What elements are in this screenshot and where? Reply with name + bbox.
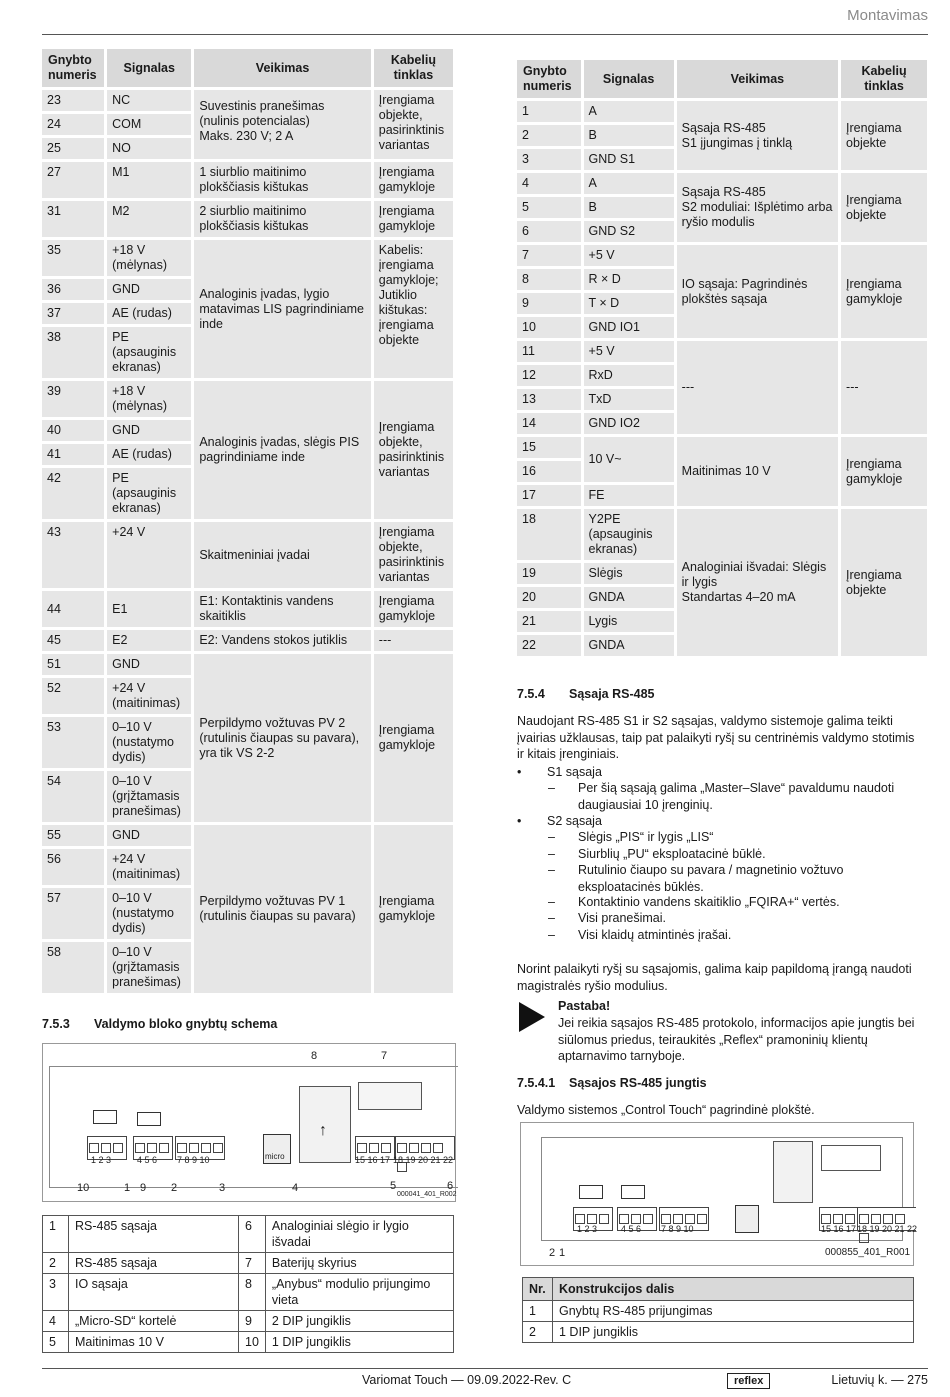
cell: 11	[517, 341, 581, 362]
col-header: Kabelių tinklas	[841, 60, 927, 98]
legend-row	[43, 1274, 454, 1311]
footer-rule	[42, 1368, 928, 1369]
cell: COM	[107, 114, 191, 135]
cell: +5 V	[584, 341, 674, 362]
terminal-table-left	[39, 46, 456, 996]
micro-sd-slot	[735, 1205, 759, 1233]
cell: 23	[42, 90, 104, 111]
cell	[194, 90, 370, 159]
cell: FE	[584, 485, 674, 506]
table-row	[42, 654, 453, 675]
cell: Maitinimas 10 V	[677, 437, 838, 506]
section-heading-7541	[517, 1076, 707, 1090]
section-heading-753	[42, 1017, 277, 1031]
col-header: Konstrukcijos dalis	[553, 1278, 914, 1301]
cell: 0–10 V (grįžtamasis pranešimas)	[107, 771, 191, 822]
cell: Įrengiama gamykloje	[374, 591, 453, 627]
arrow-up-icon: ↑	[319, 1122, 327, 1139]
table-header	[42, 49, 453, 87]
cell: Slėgis	[584, 563, 674, 584]
cell	[374, 240, 453, 378]
cell: 6	[239, 1216, 266, 1253]
table-row	[517, 245, 927, 266]
table-row	[517, 437, 927, 458]
cell: Įrengiama objekte	[841, 101, 927, 170]
cell: 16	[517, 461, 581, 482]
cell	[677, 509, 838, 656]
col-header: Signalas	[584, 60, 674, 98]
bullet-marker: •	[517, 814, 522, 828]
cell: GND S1	[584, 149, 674, 170]
cell: ---	[677, 341, 838, 434]
cell: R × D	[584, 269, 674, 290]
figure-legend	[42, 1215, 454, 1353]
s1-item: Per šią sąsają galima „Master–Slave“ pavaldumu naudoti daugiausiai 10 įrenginių.	[578, 781, 895, 812]
cable-text: Jutiklio kištukas: įrengiama objekte	[378, 288, 434, 347]
cable-text: Kabelis: įrengiama gamykloje;	[378, 243, 439, 287]
cell: 25	[42, 138, 104, 159]
cell: 40	[42, 420, 104, 441]
cell: 1	[523, 1301, 553, 1322]
callout-2: 2	[171, 1182, 178, 1194]
table-row	[42, 825, 453, 846]
cell: 5	[517, 197, 581, 218]
dash-marker: –	[548, 911, 555, 925]
cell: GNDA	[584, 587, 674, 608]
cell: 36	[42, 279, 104, 300]
cell: +24 V (maitinimas)	[107, 849, 191, 885]
cell: 15	[517, 437, 581, 458]
dash-marker: –	[548, 830, 555, 844]
cell: 10	[239, 1332, 266, 1353]
figure-code: 000041_401_R002	[397, 1191, 457, 1198]
cell: 2	[43, 1253, 69, 1274]
cell: Baterijų skyrius	[265, 1253, 453, 1274]
cell: Skaitmeniniai įvadai	[194, 522, 370, 588]
cell: 9	[239, 1311, 266, 1332]
callout-5: 5	[390, 1180, 397, 1192]
dip-switch-2	[621, 1185, 645, 1199]
section-number: 7.5.3	[42, 1017, 70, 1031]
bullet-s2: S2 sąsaja	[547, 814, 602, 828]
cell: 44	[42, 591, 104, 627]
cell: 42	[42, 468, 104, 519]
cell: IO sąsaja	[69, 1274, 239, 1311]
cell: 2	[517, 125, 581, 146]
note-title: Pastaba!	[558, 999, 611, 1013]
function-text: Suvestinis pranešimas (nulinis potencialas)	[199, 99, 325, 128]
callout-1: 1	[559, 1247, 566, 1259]
board-caption: Valdymo sistemos „Control Touch“ pagrindinė plokštė.	[517, 1103, 815, 1117]
cell: 58	[42, 942, 104, 993]
dash-marker: –	[548, 781, 555, 795]
footer-page-number: Lietuvių k. — 275	[831, 1373, 928, 1387]
callout-9: 9	[140, 1182, 147, 1194]
table-row	[42, 240, 453, 276]
cell: 2 DIP jungiklis	[265, 1311, 453, 1332]
cell: 39	[42, 381, 104, 417]
cell: Įrengiama objekte, pasirinktinis variantas	[374, 90, 453, 159]
function-text: S1 įjungimas į tinklą	[681, 135, 793, 150]
cell: M2	[107, 201, 191, 237]
cell: Analoginiai slėgio ir lygio išvadai	[265, 1216, 453, 1253]
callout-8: 8	[311, 1050, 318, 1062]
section-title: Valdymo bloko gnybtų schema	[94, 1017, 278, 1031]
cell: 4	[43, 1311, 69, 1332]
terminal-table-right	[514, 57, 930, 659]
cell: 10 V~	[584, 437, 674, 482]
cell: Įrengiama objekte	[841, 173, 927, 242]
cell: 8	[239, 1274, 266, 1311]
figure-code: 000855_401_R001	[825, 1247, 911, 1258]
table-row	[42, 522, 453, 588]
pin-numbers: 18 19 20 21 22	[393, 1155, 454, 1165]
cell: 12	[517, 365, 581, 386]
function-text: Maks. 230 V; 2 A	[199, 129, 294, 143]
dash-marker: –	[548, 863, 555, 877]
table-row	[517, 173, 927, 194]
cell: ---	[374, 630, 453, 651]
cell: GND	[107, 279, 191, 300]
cell: GND IO2	[584, 413, 674, 434]
cell: „Anybus“ modulio prijungimo vieta	[265, 1274, 453, 1311]
table-row	[42, 381, 453, 417]
cell: 1	[517, 101, 581, 122]
cell: B	[584, 125, 674, 146]
function-text: Standartas 4–20 mA	[681, 590, 796, 604]
legend-row	[43, 1216, 454, 1253]
cell: 56	[42, 849, 104, 885]
cell: 53	[42, 717, 104, 768]
cell: 55	[42, 825, 104, 846]
table-header	[523, 1278, 914, 1301]
cell: 38	[42, 327, 104, 378]
cell: 0–10 V (grįžtamasis pranešimas)	[107, 942, 191, 993]
cell: NC	[107, 90, 191, 111]
cell: 35	[42, 240, 104, 276]
cell: 13	[517, 389, 581, 410]
cell: 7	[517, 245, 581, 266]
table-row	[42, 90, 453, 111]
cell: 17	[517, 485, 581, 506]
callout-7: 7	[381, 1050, 388, 1062]
dip-switch-1	[93, 1110, 117, 1124]
cell: 0–10 V (nustatymo dydis)	[107, 717, 191, 768]
cell: 2	[523, 1322, 553, 1343]
cell: 22	[517, 635, 581, 656]
function-text: Sąsaja RS-485	[681, 120, 766, 135]
legend-row	[43, 1253, 454, 1274]
cell: 18	[517, 509, 581, 560]
s2-item: Rutulinio čiaupo su pavara / magnetinio vožtuvo eksploatacinės būklės.	[578, 863, 844, 894]
footer-doc-title: Variomat Touch — 09.09.2022-Rev. C	[362, 1373, 572, 1387]
dip-switch-2	[137, 1112, 161, 1126]
cell: 27	[42, 162, 104, 198]
table-row	[517, 101, 927, 122]
parts-table	[522, 1277, 914, 1343]
col-header: Gnybto numeris	[42, 49, 104, 87]
micro-sd-label: micro	[265, 1152, 285, 1161]
bullet-marker: •	[517, 765, 522, 779]
header-rule	[42, 34, 928, 35]
cell: 3	[517, 149, 581, 170]
rs485-board-figure	[520, 1122, 918, 1266]
pin-numbers: 15 16 17	[821, 1224, 857, 1234]
terminal-diagram-figure	[42, 1043, 456, 1202]
cell: 52	[42, 678, 104, 714]
section-heading-754	[517, 687, 654, 701]
cell: +18 V (mėlynas)	[107, 240, 191, 276]
cell: 4	[517, 173, 581, 194]
callout-2: 2	[549, 1247, 556, 1259]
cell: Y2PE (apsauginis ekranas)	[584, 509, 674, 560]
cell: 24	[42, 114, 104, 135]
cell: Įrengiama objekte, pasirinktinis variantas	[374, 522, 453, 588]
cell: 8	[517, 269, 581, 290]
cell: T × D	[584, 293, 674, 314]
col-header: Gnybto numeris	[517, 60, 581, 98]
col-header: Kabelių tinklas	[374, 49, 453, 87]
cell: AE (rudas)	[107, 444, 191, 465]
s2-item: Visi klaidų atmintinės įrašai.	[578, 928, 732, 942]
function-text: Sąsaja RS-485	[681, 185, 766, 199]
pin-numbers: 7 8 9 10	[177, 1155, 210, 1165]
cell: +18 V (mėlynas)	[107, 381, 191, 417]
cell: AE (rudas)	[107, 303, 191, 324]
cell: 43	[42, 522, 104, 588]
table-row	[517, 509, 927, 560]
cell: 20	[517, 587, 581, 608]
cell: 7	[239, 1253, 266, 1274]
section-title: Sąsaja RS-485	[569, 687, 655, 701]
cell: 1 DIP jungiklis	[265, 1332, 453, 1353]
cell: Maitinimas 10 V	[69, 1332, 239, 1353]
cell: RS-485 sąsaja	[69, 1253, 239, 1274]
cell: 37	[42, 303, 104, 324]
table-row	[42, 201, 453, 237]
cell: 1	[43, 1216, 69, 1253]
cell: Įrengiama gamykloje	[841, 437, 927, 506]
cell: E1	[107, 591, 191, 627]
callout-4: 4	[292, 1182, 299, 1194]
cell	[677, 101, 838, 170]
dip-switch-1	[579, 1185, 603, 1199]
cell	[677, 173, 838, 242]
dash-marker: –	[548, 847, 555, 861]
callout-6: 6	[447, 1180, 454, 1192]
intro-paragraph: Naudojant RS-485 S1 ir S2 sąsajas, valdymo sistemoje galima teikti įvairias užklausas, taip pat palaikyti ryšį su centrinėmis valdymo stotimis ir kitais įrenginiais.	[517, 714, 915, 761]
cell: E2: Vandens stokos jutiklis	[194, 630, 370, 651]
table-row	[523, 1322, 914, 1343]
cell: 2 siurblio maitinimo plokščiasis kištukas	[194, 201, 370, 237]
cell: 1 siurblio maitinimo plokščiasis kištukas	[194, 162, 370, 198]
cell: Perpildymo vožtuvas PV 1 (rutulinis čiaupas su pavara)	[194, 825, 370, 993]
legend-row	[43, 1332, 454, 1353]
cell: 14	[517, 413, 581, 434]
play-arrow-icon	[519, 1002, 545, 1032]
cell: Įrengiama gamykloje	[374, 201, 453, 237]
cell: GND IO1	[584, 317, 674, 338]
callout-1: 1	[124, 1182, 131, 1194]
cell: +24 V	[107, 522, 191, 588]
cell: Analoginis įvadas, lygio matavimas LIS pagrindiniame inde	[194, 240, 370, 378]
cell: „Micro-SD“ kortelė	[69, 1311, 239, 1332]
cell: PE (apsauginis ekranas)	[107, 327, 191, 378]
cell: A	[584, 173, 674, 194]
cell: 54	[42, 771, 104, 822]
pin-numbers: 1 2 3	[577, 1224, 598, 1234]
cell: Įrengiama gamykloje	[374, 162, 453, 198]
battery-compartment	[821, 1145, 881, 1171]
table-row	[42, 591, 453, 627]
cell: Perpildymo vožtuvas PV 2 (rutulinis čiaupas su pavara), yra tik VS 2-2	[194, 654, 370, 822]
running-header: Montavimas	[847, 7, 928, 24]
legend-row	[43, 1311, 454, 1332]
cell: RxD	[584, 365, 674, 386]
cell: B	[584, 197, 674, 218]
cell: NO	[107, 138, 191, 159]
cell: A	[584, 101, 674, 122]
cell: Įrengiama objekte, pasirinktinis variantas	[374, 381, 453, 519]
bullet-s1: S1 sąsaja	[547, 765, 602, 779]
cell: GND	[107, 825, 191, 846]
table-header	[517, 60, 927, 98]
pin-numbers: 1 2 3	[91, 1155, 112, 1165]
cell: ---	[841, 341, 927, 434]
cell: 57	[42, 888, 104, 939]
module-slot	[773, 1141, 813, 1203]
cell: GND	[107, 420, 191, 441]
table-row	[42, 162, 453, 198]
cell: PE (apsauginis ekranas)	[107, 468, 191, 519]
section-title: Sąsajos RS-485 jungtis	[569, 1076, 707, 1090]
cell: GND	[107, 654, 191, 675]
section-number: 7.5.4.1	[517, 1076, 556, 1090]
cell: +5 V	[584, 245, 674, 266]
cell: 21	[517, 611, 581, 632]
cell: 1 DIP jungiklis	[553, 1322, 914, 1343]
battery-compartment	[358, 1082, 422, 1110]
cell: Įrengiama objekte	[841, 509, 927, 656]
cell: Įrengiama gamykloje	[374, 825, 453, 993]
cell: GND S2	[584, 221, 674, 242]
dash-marker: –	[548, 895, 555, 909]
cell: 41	[42, 444, 104, 465]
s2-item: Siurblių „PU“ eksploatacinė būklė.	[578, 847, 766, 861]
pin-numbers: 15 16 17	[355, 1155, 391, 1165]
callout-10: 10	[77, 1182, 90, 1194]
dash-marker: –	[548, 928, 555, 942]
cell: RS-485 sąsaja	[69, 1216, 239, 1253]
function-text: S2 moduliai: Išplėtimo arba ryšio modulis	[681, 200, 833, 229]
pin-numbers: 7 8 9 10	[661, 1224, 694, 1234]
cell: 3	[43, 1274, 69, 1311]
col-header: Veikimas	[677, 60, 838, 98]
cell: IO sąsaja: Pagrindinės plokštės sąsaja	[677, 245, 838, 338]
pin-numbers: 18 19 20 21 22	[857, 1224, 918, 1234]
cell: Gnybtų RS-485 prijungimas	[553, 1301, 914, 1322]
s2-item: Visi pranešimai.	[578, 911, 667, 925]
section-number: 7.5.4	[517, 687, 545, 701]
cell: Įrengiama gamykloje	[841, 245, 927, 338]
cell: 51	[42, 654, 104, 675]
col-header: Signalas	[107, 49, 191, 87]
reflex-logo: reflex	[727, 1373, 770, 1389]
col-header: Veikimas	[194, 49, 370, 87]
s2-item: Slėgis „PIS“ ir lygis „LIS“	[578, 830, 714, 844]
cell: M1	[107, 162, 191, 198]
cell: 5	[43, 1332, 69, 1353]
cell: E1: Kontaktinis vandens skaitiklis	[194, 591, 370, 627]
outro-paragraph: Norint palaikyti ryšį su sąsajomis, galima kaip papildomą įrangą naudoti magistralės ryšio modulius.	[517, 962, 912, 993]
cell: Lygis	[584, 611, 674, 632]
pin-numbers: 4 5 6	[621, 1224, 642, 1234]
cell: 19	[517, 563, 581, 584]
s2-item: Kontaktinio vandens skaitiklio „FQIRA+“ vertės.	[578, 895, 840, 909]
table-row	[42, 630, 453, 651]
cell: 10	[517, 317, 581, 338]
cell: 45	[42, 630, 104, 651]
cell: E2	[107, 630, 191, 651]
cell: 0–10 V (nustatymo dydis)	[107, 888, 191, 939]
cell: TxD	[584, 389, 674, 410]
pin-numbers: 4 5 6	[137, 1155, 158, 1165]
cell: 31	[42, 201, 104, 237]
cell: 6	[517, 221, 581, 242]
cell: 9	[517, 293, 581, 314]
col-header: Nr.	[523, 1278, 553, 1301]
cell: +24 V (maitinimas)	[107, 678, 191, 714]
table-row	[523, 1301, 914, 1322]
cell: Įrengiama gamykloje	[374, 654, 453, 822]
note-text: Jei reikia sąsajos RS-485 protokolo, informacijos apie jungtis bei siūlomus priedus, teiraukitės „Reflex“ pramoninių klientų aptarnavimo tarnyboje.	[558, 1016, 915, 1063]
table-row	[517, 341, 927, 362]
callout-3: 3	[219, 1182, 226, 1194]
cell: Analoginis įvadas, slėgis PIS pagrindiniame inde	[194, 381, 370, 519]
cell: GNDA	[584, 635, 674, 656]
function-text: Analoginiai išvadai: Slėgis ir lygis	[681, 560, 827, 589]
